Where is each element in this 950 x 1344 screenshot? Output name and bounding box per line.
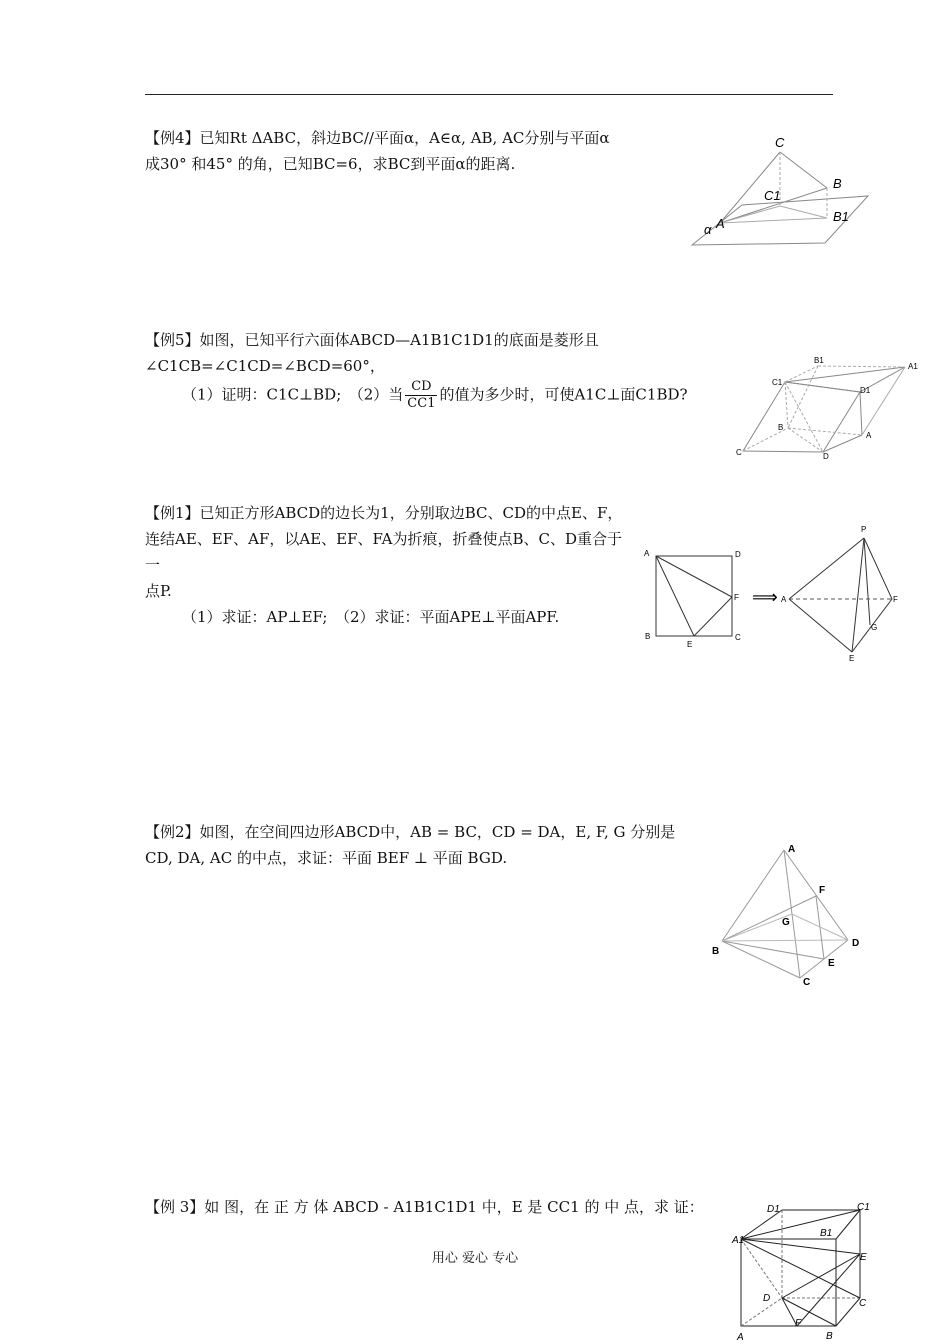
label-A: A <box>737 1332 744 1343</box>
label-A: A <box>788 844 796 855</box>
example-2-line-1: 【例2】如图，在空间四边形ABCD中，AB = BC，CD = DA，E, F, G 分别是 <box>145 823 676 841</box>
label-D1: D1 <box>860 386 871 395</box>
label-A: A <box>866 431 872 440</box>
arrow-implies-icon: ⟹ <box>752 587 778 607</box>
figure-example-3 <box>725 1198 885 1344</box>
label-B: B <box>712 946 720 957</box>
label-D: D <box>763 1293 771 1304</box>
label-C1: C1 <box>764 188 781 203</box>
label-F: F <box>734 593 739 602</box>
label-alpha: α <box>704 222 712 237</box>
label-C: C <box>736 448 742 457</box>
label-A-folded: A <box>781 595 787 604</box>
example-1-line-1: 【例1】已知正方形ABCD的边长为1，分别取边BC、CD的中点E、F， <box>145 504 623 522</box>
label-A: A <box>716 216 725 231</box>
label-B: B <box>826 1331 833 1342</box>
label-A: A <box>644 549 650 558</box>
label-D: D <box>735 550 741 559</box>
label-C: C <box>859 1298 867 1309</box>
example-1-line-4: （1）求证：AP⊥EF; （2）求证：平面APE⊥平面APF. <box>182 608 560 626</box>
label-A1: A1 <box>732 1235 745 1246</box>
example-5-line-1: 【例5】如图，已知平行六面体ABCD—A1B1C1D1的底面是菱形且∠C1CB=∠C1CD=∠BCD=60°， <box>145 331 599 375</box>
label-C: C <box>735 633 741 642</box>
example-5-part-b: 的值为多少时，可使A1C⊥面C1BD? <box>439 385 688 404</box>
ratio-fraction <box>405 379 437 412</box>
label-D1: D1 <box>767 1204 780 1215</box>
example-1-line-2: 连结AE、EF、AF，以AE、EF、FA为折痕，折叠使点B、C、D重合于一 <box>145 530 622 574</box>
label-B1: B1 <box>833 209 849 224</box>
label-B: B <box>645 632 651 641</box>
figure-example-5 <box>730 355 930 465</box>
example-4-line-1: 【例4】已知Rt ΔABC，斜边BC//平面α，A∈α, AB, AC分别与平面α <box>145 129 610 147</box>
ratio-numerator: CD <box>405 379 437 396</box>
header-rule <box>145 94 833 95</box>
label-E: E <box>687 640 693 649</box>
label-B1: B1 <box>820 1228 833 1239</box>
label-G: G <box>782 917 790 928</box>
figure-example-4 <box>680 128 880 253</box>
label-F: F <box>795 1318 802 1329</box>
example-5-part-a: （1）证明：C1C⊥BD; （2）当 <box>182 385 404 404</box>
example-4 <box>145 125 705 177</box>
example-2-line-2: CD, DA, AC 的中点，求证：平面 BEF ⊥ 平面 BGD. <box>145 849 508 867</box>
label-F: F <box>819 885 826 896</box>
label-A1: A1 <box>908 362 918 371</box>
label-B: B <box>778 423 784 432</box>
label-E-folded: E <box>849 654 855 663</box>
label-E: E <box>860 1252 867 1263</box>
example-5-line-2 <box>145 379 825 412</box>
figure-example-2 <box>700 838 880 993</box>
label-C: C <box>775 135 785 150</box>
label-F-folded: F <box>893 595 898 604</box>
label-B: B <box>833 176 842 191</box>
example-3-line-1: 【例 3】如 图，在 正 方 体 ABCD - A1B1C1D1 中，E 是 CC1 的 中 点，求 证： <box>145 1198 704 1216</box>
label-P: P <box>861 525 867 534</box>
example-1-line-3: 点P. <box>145 582 172 600</box>
page-footer: 用心 爱心 专心 <box>431 1251 519 1266</box>
label-B1: B1 <box>814 356 824 365</box>
label-D: D <box>823 452 829 461</box>
example-3 <box>145 1194 705 1220</box>
label-D: D <box>852 938 860 949</box>
label-C1: C1 <box>772 378 783 387</box>
example-2 <box>145 819 705 871</box>
figure-example-1 <box>640 520 910 670</box>
label-G: G <box>871 623 878 632</box>
example-5 <box>145 327 825 412</box>
example-1 <box>145 500 630 630</box>
label-C1: C1 <box>857 1202 870 1213</box>
label-C: C <box>803 977 811 988</box>
example-4-line-2: 成30° 和45° 的角，已知BC=6，求BC到平面α的距离. <box>145 155 516 173</box>
label-E: E <box>828 958 835 969</box>
ratio-denominator: CC1 <box>407 396 436 411</box>
